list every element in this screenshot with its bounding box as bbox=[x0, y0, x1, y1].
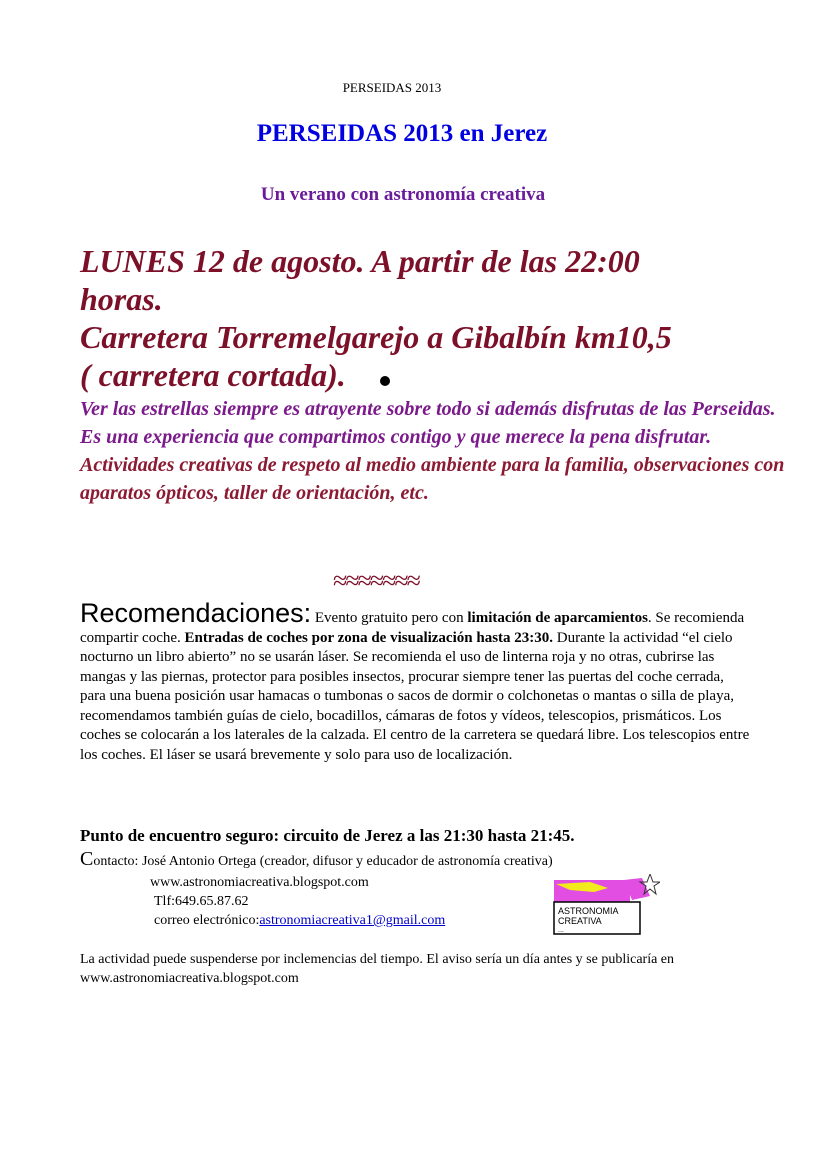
running-header: PERSEIDAS 2013 bbox=[342, 80, 442, 95]
email-link[interactable]: astronomiacreativa1@gmail.com bbox=[259, 913, 446, 928]
logo-text: ... bbox=[558, 927, 564, 934]
recommendations-heading: Recomendaciones: bbox=[80, 598, 312, 628]
event-time-line: horas. bbox=[80, 281, 163, 317]
activities-paragraph: Actividades creativas de respeto al medio ambiente para la familia, observaciones con aparatos ópticos, taller de orientación, etc. bbox=[80, 454, 785, 504]
description-paragraph: Ver las estrellas siempre es atrayente sobre todo si además disfrutas de las Perseidas. Es una experiencia que compartimos contigo y que merece la pena disfrutar. bbox=[80, 398, 776, 448]
recommendations-section bbox=[80, 598, 750, 765]
rec-text: . Se recomienda compartir coche. bbox=[80, 610, 745, 646]
contact-section bbox=[80, 850, 760, 871]
event-details bbox=[80, 242, 800, 394]
event-location-line: Carretera Torremelgarejo a Gibalbín km10,5 bbox=[80, 319, 672, 355]
page-title: PERSEIDAS 2013 en Jerez bbox=[256, 120, 548, 147]
rec-bold-entry: Entradas de coches por zona de visualización hasta 23:30. bbox=[184, 629, 554, 646]
rec-bold-parking: limitación de aparcamientos bbox=[467, 610, 648, 626]
wave-divider: ≈≈≈≈≈≈≈ bbox=[333, 566, 419, 595]
email-label: correo electrónico: bbox=[154, 913, 260, 928]
contact-initial: C bbox=[80, 848, 94, 870]
logo-text: ASTRONOMIA bbox=[558, 906, 619, 916]
logo-text: CREATIVA bbox=[558, 916, 602, 926]
event-description bbox=[80, 395, 800, 507]
event-note-line: ( carretera cortada). bbox=[80, 357, 346, 393]
page-subtitle: Un verano con astronomía creativa bbox=[260, 184, 546, 205]
astronomia-creativa-logo bbox=[550, 874, 660, 936]
contact-email-line bbox=[154, 913, 445, 929]
contact-person: ontacto: José Antonio Ortega (creador, difusor y educador de astronomía creativa) bbox=[93, 854, 553, 869]
rec-text: Evento gratuito pero con bbox=[311, 610, 468, 626]
rec-text: Durante la actividad “el cielo nocturno un libro abierto” no se usarán láser. Se recomienda el uso de linterna roja y no otras, cubrirse las mangas y las piernas, protector para posibles insectos, procurar siempre tener las puertas del coche cerrada, para una buena posición usar hamacas o tumbonas o sacos de dormir o colchonetas o mantas o silla de playa, recomendamos también guías de cielo, bocadillos, cámaras de fotos y vídeos, telescopios, prismáticos. Los coches se colocarán a los laterales de la calzada. El centro de la carretera se quedará libre. Los telescopios entre los coches. El láser se usará brevemente y solo para uso de localización. bbox=[80, 629, 750, 763]
bullet-dot bbox=[380, 376, 390, 386]
contact-website: www.astronomiacreativa.blogspot.com bbox=[150, 875, 369, 890]
footer-note: La actividad puede suspenderse por inclemencias del tiempo. El aviso sería un día antes y se publicaría en www.astronomiacreativa.blogspot.com bbox=[80, 952, 675, 986]
event-date-line: LUNES 12 de agosto. A partir de las 22:00 bbox=[80, 243, 640, 279]
meeting-point: Punto de encuentro seguro: circuito de Jerez a las 21:30 hasta 21:45. bbox=[80, 826, 575, 845]
contact-phone: Tlf:649.65.87.62 bbox=[154, 894, 249, 909]
